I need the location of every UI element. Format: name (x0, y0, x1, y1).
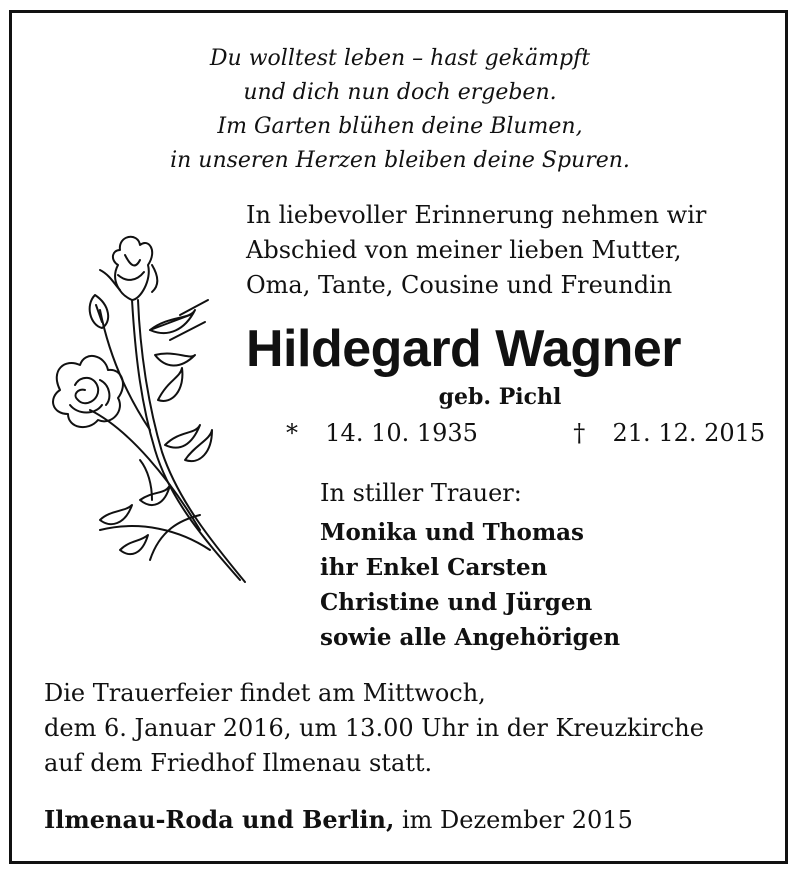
intro-line: Oma, Tante, Cousine und Freundin (246, 271, 673, 299)
mourner-line: Monika und Thomas (320, 519, 585, 546)
poem-line: in unseren Herzen bleiben deine Spuren. (170, 148, 630, 173)
poem-line: und dich nun doch ergeben. (243, 80, 557, 105)
service-info (44, 676, 704, 781)
mourner-line: ihr Enkel Carsten (320, 554, 548, 581)
mourners-list (320, 515, 620, 655)
intro-line: Abschied von meiner lieben Mutter, (246, 236, 682, 264)
service-line: auf dem Friedhof Ilmenau statt. (44, 749, 433, 777)
poem-line: Du wolltest leben – hast gekämpft (209, 46, 591, 71)
closing-line (44, 802, 633, 838)
intro-text (246, 198, 706, 303)
closing-date: im Dezember 2015 (401, 806, 633, 834)
mourner-line: sowie alle Angehörigen (320, 624, 621, 651)
deceased-name: Hildegard Wagner (246, 320, 682, 378)
poem (0, 42, 800, 178)
death-date: 21. 12. 2015 (612, 419, 766, 447)
service-line: Die Trauerfeier findet am Mittwoch, (44, 679, 486, 707)
death-symbol: † (573, 419, 586, 447)
mourner-line: Christine und Jürgen (320, 589, 593, 616)
rose-illustration-icon (40, 230, 255, 600)
mourners-heading: In stiller Trauer: (320, 479, 522, 507)
closing-place: Ilmenau-Roda und Berlin, (44, 805, 395, 834)
intro-line: In liebevoller Erinnerung nehmen wir (246, 201, 707, 229)
life-dates (286, 416, 765, 450)
service-line: dem 6. Januar 2016, um 13.00 Uhr in der Kreuzkirche (44, 714, 704, 742)
birth-name: geb. Pichl (438, 384, 562, 410)
poem-line: Im Garten blühen deine Blumen, (217, 114, 583, 139)
birth-symbol: * (286, 419, 298, 447)
birth-date: 14. 10. 1935 (325, 419, 478, 447)
